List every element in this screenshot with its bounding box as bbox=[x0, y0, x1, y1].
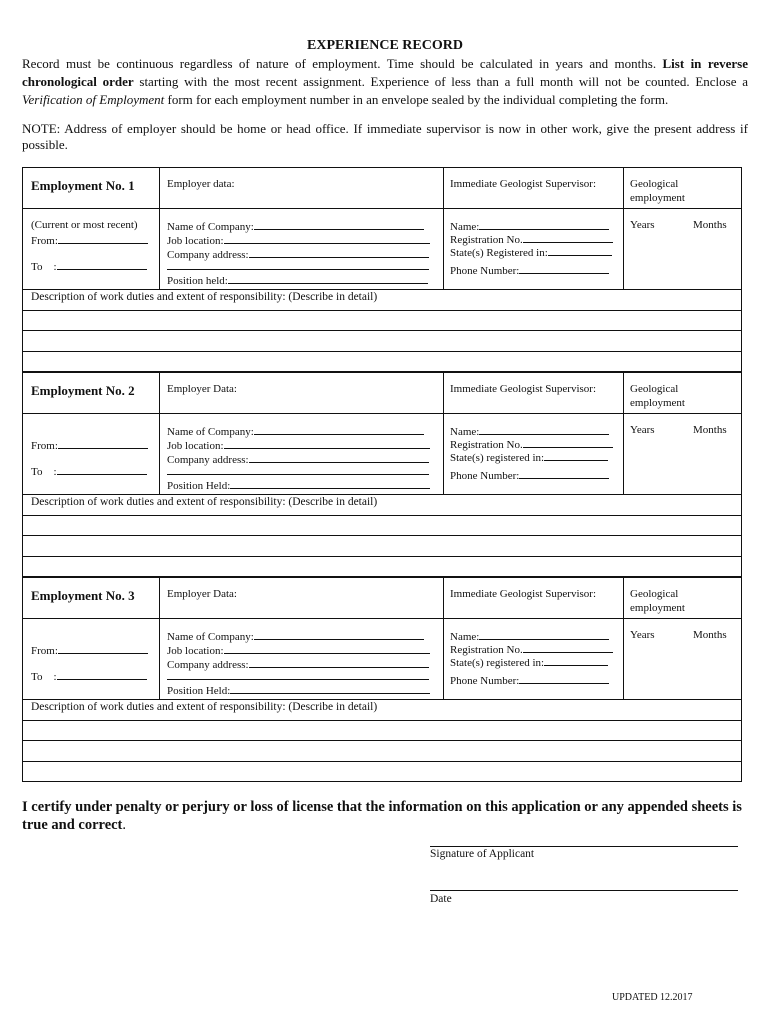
supervisor-header: Immediate Geologist Supervisor: bbox=[450, 178, 597, 190]
instructions-text-1: Record must be continuous regardless of nature of employment. Time should be calculated in years and months. bbox=[22, 56, 663, 71]
supervisor-name-label: Name: bbox=[450, 631, 480, 643]
registration-number-label: Registration No. bbox=[450, 644, 523, 656]
from-label: From: bbox=[31, 645, 58, 657]
phone-number-field[interactable] bbox=[450, 467, 609, 483]
years-label: Years bbox=[630, 629, 655, 641]
certification-period: . bbox=[122, 817, 127, 833]
description-line-2[interactable] bbox=[23, 741, 741, 760]
note-paragraph: NOTE: Address of employer should be home or head office. If immediate supervisor is now in other work, give the present address if possible. bbox=[22, 121, 748, 152]
registration-number-label: Registration No. bbox=[450, 439, 523, 451]
employment-block-3 bbox=[22, 577, 742, 782]
updated-footer: UPDATED 12.2017 bbox=[612, 992, 693, 1003]
company-name-label: Name of Company: bbox=[167, 221, 254, 233]
states-registered-field[interactable] bbox=[450, 654, 608, 670]
description-line-3[interactable] bbox=[23, 762, 741, 781]
months-label: Months bbox=[693, 424, 727, 436]
supervisor-header: Immediate Geologist Supervisor: bbox=[450, 383, 597, 395]
geological-employment-header: Geological employment bbox=[630, 588, 685, 614]
supervisor-name-label: Name: bbox=[450, 221, 480, 233]
work-description-label: Description of work duties and extent of responsibility: (Describe in detail) bbox=[31, 701, 378, 713]
to-date-field[interactable] bbox=[31, 668, 147, 684]
signature-label: Signature of Applicant bbox=[430, 848, 535, 860]
states-registered-label: State(s) registered in: bbox=[450, 452, 545, 464]
registration-number-label: Registration No. bbox=[450, 234, 523, 246]
company-address-label: Company address: bbox=[167, 249, 249, 261]
phone-number-field[interactable] bbox=[450, 262, 609, 278]
phone-number-label: Phone Number: bbox=[450, 470, 520, 482]
position-held-field[interactable] bbox=[167, 682, 430, 698]
employer-data-header: Employer data: bbox=[167, 178, 235, 190]
from-label: From: bbox=[31, 440, 58, 452]
position-held-label: Position Held: bbox=[167, 685, 231, 697]
from-date-field[interactable] bbox=[31, 437, 148, 453]
company-address-label: Company address: bbox=[167, 659, 249, 671]
months-field[interactable] bbox=[693, 218, 727, 232]
work-description-label: Description of work duties and extent of responsibility: (Describe in detail) bbox=[31, 291, 378, 303]
company-name-label: Name of Company: bbox=[167, 426, 254, 438]
employment-block-2 bbox=[22, 372, 742, 577]
months-label: Months bbox=[693, 219, 727, 231]
description-line-2[interactable] bbox=[23, 536, 741, 555]
description-line-2[interactable] bbox=[23, 331, 741, 350]
states-registered-label: State(s) registered in: bbox=[450, 657, 545, 669]
states-registered-field[interactable] bbox=[450, 244, 612, 260]
geological-employment-header: Geological employment bbox=[630, 383, 685, 409]
from-label: From: bbox=[31, 235, 58, 247]
instructions-text-3: form for each employment number in an envelope sealed by the individual completing the form. bbox=[164, 92, 669, 107]
certification-text: I certify under penalty or perjury or loss of license that the information on this application or any appended sheets is true and correct bbox=[22, 799, 742, 833]
instructions-paragraph bbox=[22, 55, 748, 109]
signature-line[interactable] bbox=[430, 846, 738, 847]
position-held-label: Position Held: bbox=[167, 480, 231, 492]
employment-number-title: Employment No. 3 bbox=[31, 588, 135, 603]
to-label: To : bbox=[31, 261, 57, 273]
years-label: Years bbox=[630, 219, 655, 231]
job-location-label: Job location: bbox=[167, 440, 224, 452]
company-name-label: Name of Company: bbox=[167, 631, 254, 643]
months-label: Months bbox=[693, 629, 727, 641]
years-label: Years bbox=[630, 424, 655, 436]
to-date-field[interactable] bbox=[31, 258, 147, 274]
instructions-text-2: starting with the most recent assignment. Experience of less than a full month will not be counted. Enclose a bbox=[133, 74, 748, 89]
date-line[interactable] bbox=[430, 890, 738, 891]
description-line-1[interactable] bbox=[23, 311, 741, 330]
months-field[interactable] bbox=[693, 628, 727, 642]
job-location-label: Job location: bbox=[167, 235, 224, 247]
supervisor-header: Immediate Geologist Supervisor: bbox=[450, 588, 597, 600]
date-label: Date bbox=[430, 893, 452, 905]
states-registered-label: State(s) Registered in: bbox=[450, 247, 548, 259]
to-date-field[interactable] bbox=[31, 463, 147, 479]
employment-block-1 bbox=[22, 167, 742, 372]
to-label: To : bbox=[31, 671, 57, 683]
geological-employment-header: Geological employment bbox=[630, 178, 685, 204]
years-field[interactable] bbox=[630, 628, 655, 642]
position-held-field[interactable] bbox=[167, 272, 428, 288]
supervisor-name-label: Name: bbox=[450, 426, 480, 438]
years-field[interactable] bbox=[630, 218, 655, 232]
instructions-bold-text: List in reverse chronological order bbox=[22, 56, 749, 89]
description-line-1[interactable] bbox=[23, 721, 741, 740]
employer-data-header: Employer Data: bbox=[167, 383, 237, 395]
current-recent-label: (Current or most recent) bbox=[31, 219, 138, 231]
from-date-field[interactable] bbox=[31, 642, 148, 658]
description-line-3[interactable] bbox=[23, 557, 741, 576]
from-date-field[interactable] bbox=[31, 232, 148, 248]
employment-number-title: Employment No. 1 bbox=[31, 178, 135, 193]
certification-statement bbox=[22, 798, 748, 834]
description-line-1[interactable] bbox=[23, 516, 741, 535]
to-label: To : bbox=[31, 466, 57, 478]
states-registered-field[interactable] bbox=[450, 449, 608, 465]
employer-data-header: Employer Data: bbox=[167, 588, 237, 600]
employment-number-title: Employment No. 2 bbox=[31, 383, 135, 398]
phone-number-field[interactable] bbox=[450, 672, 609, 688]
company-address-label: Company address: bbox=[167, 454, 249, 466]
work-description-label: Description of work duties and extent of responsibility: (Describe in detail) bbox=[31, 496, 378, 508]
phone-number-label: Phone Number: bbox=[450, 265, 520, 277]
description-line-3[interactable] bbox=[23, 352, 741, 371]
job-location-label: Job location: bbox=[167, 645, 224, 657]
page-title: EXPERIENCE RECORD bbox=[307, 38, 463, 53]
position-held-label: Position held: bbox=[167, 275, 228, 287]
position-held-field[interactable] bbox=[167, 477, 430, 493]
months-field[interactable] bbox=[693, 423, 727, 437]
instructions-italic-text: Verification of Employment bbox=[22, 92, 165, 107]
years-field[interactable] bbox=[630, 423, 655, 437]
phone-number-label: Phone Number: bbox=[450, 675, 520, 687]
